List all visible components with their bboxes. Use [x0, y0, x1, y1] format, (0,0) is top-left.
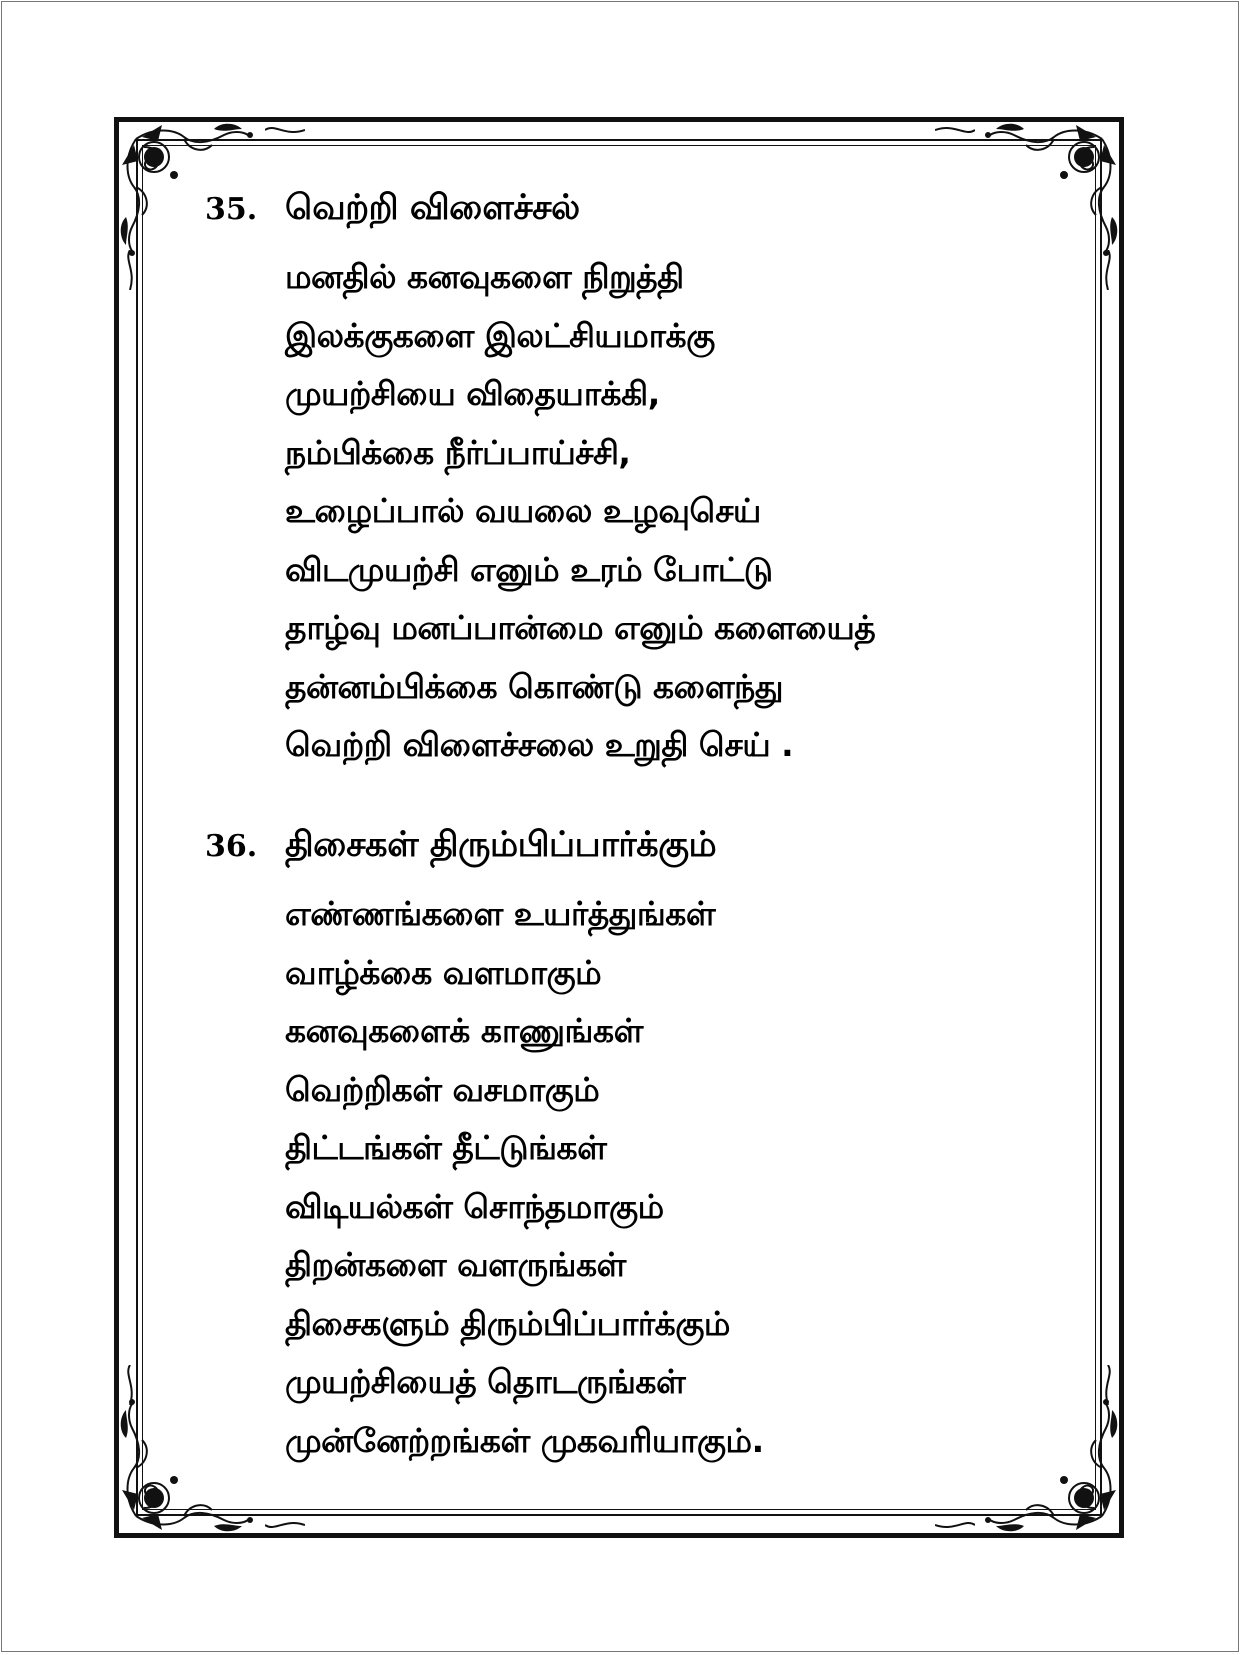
poem-36: [205, 825, 1025, 1470]
poem-line: தன்னம்பிக்கை கொண்டு களைந்து: [285, 666, 783, 706]
poem-line: முயற்சியைத் தொடருங்கள்: [285, 1362, 686, 1401]
bottom-ornament-right: [935, 1518, 975, 1532]
poem-line: முயற்சியை விதையாக்கி,: [285, 374, 660, 413]
side-ornament-right-bottom: [1100, 1365, 1116, 1405]
poem-line: வாழ்க்கை வளமாகும்: [285, 952, 602, 992]
bottom-ornament-left: [265, 1518, 305, 1532]
side-ornament-left-bottom: [122, 1365, 138, 1405]
poem-line: திட்டங்கள் தீட்டுங்கள்: [285, 1128, 607, 1167]
poem-line: திசைகளும் திரும்பிப்பார்க்கும்: [285, 1303, 730, 1343]
poem-line: திறன்களை வளருங்கள்: [285, 1245, 626, 1284]
poem-number: 36.: [205, 829, 258, 864]
side-ornament-left: [122, 250, 138, 290]
poem-line: வெற்றிகள் வசமாகும்: [285, 1069, 600, 1109]
poem-35: [205, 188, 1025, 775]
poem-line: வெற்றி விளைச்சலை உறுதி செய் .: [285, 725, 794, 764]
poem-title: வெற்றி விளைச்சல்: [285, 188, 580, 228]
poem-number: 35.: [205, 192, 258, 227]
poem-heading: [205, 188, 1025, 248]
poem-line: உழைப்பால் வயலை உழவுசெய்: [285, 491, 761, 530]
poem-line: எண்ணங்களை உயர்த்துங்கள்: [285, 894, 716, 933]
poem-line: கனவுகளைக் காணுங்கள்: [285, 1011, 643, 1050]
poem-line: விடமுயற்சி எனும் உரம் போட்டு: [285, 549, 773, 589]
poem-line: மனதில் கனவுகளை நிறுத்தி: [285, 257, 684, 296]
poem-line: முன்னேற்றங்கள் முகவரியாகும்.: [285, 1420, 764, 1460]
top-ornament-right: [935, 123, 975, 137]
poem-heading: [205, 825, 1025, 885]
side-ornament-right: [1100, 250, 1116, 290]
poem-line: தாழ்வு மனப்பான்மை எனும் களையைத்: [285, 608, 876, 647]
poem-line: நம்பிக்கை நீர்ப்பாய்ச்சி,: [285, 432, 631, 472]
poem-title: திசைகள் திரும்பிப்பார்க்கும்: [285, 825, 717, 865]
poem-line: விடியல்கள் சொந்தமாகும்: [285, 1186, 664, 1226]
top-ornament-left: [265, 123, 305, 137]
poem-line: இலக்குகளை இலட்சியமாக்கு: [285, 315, 715, 355]
